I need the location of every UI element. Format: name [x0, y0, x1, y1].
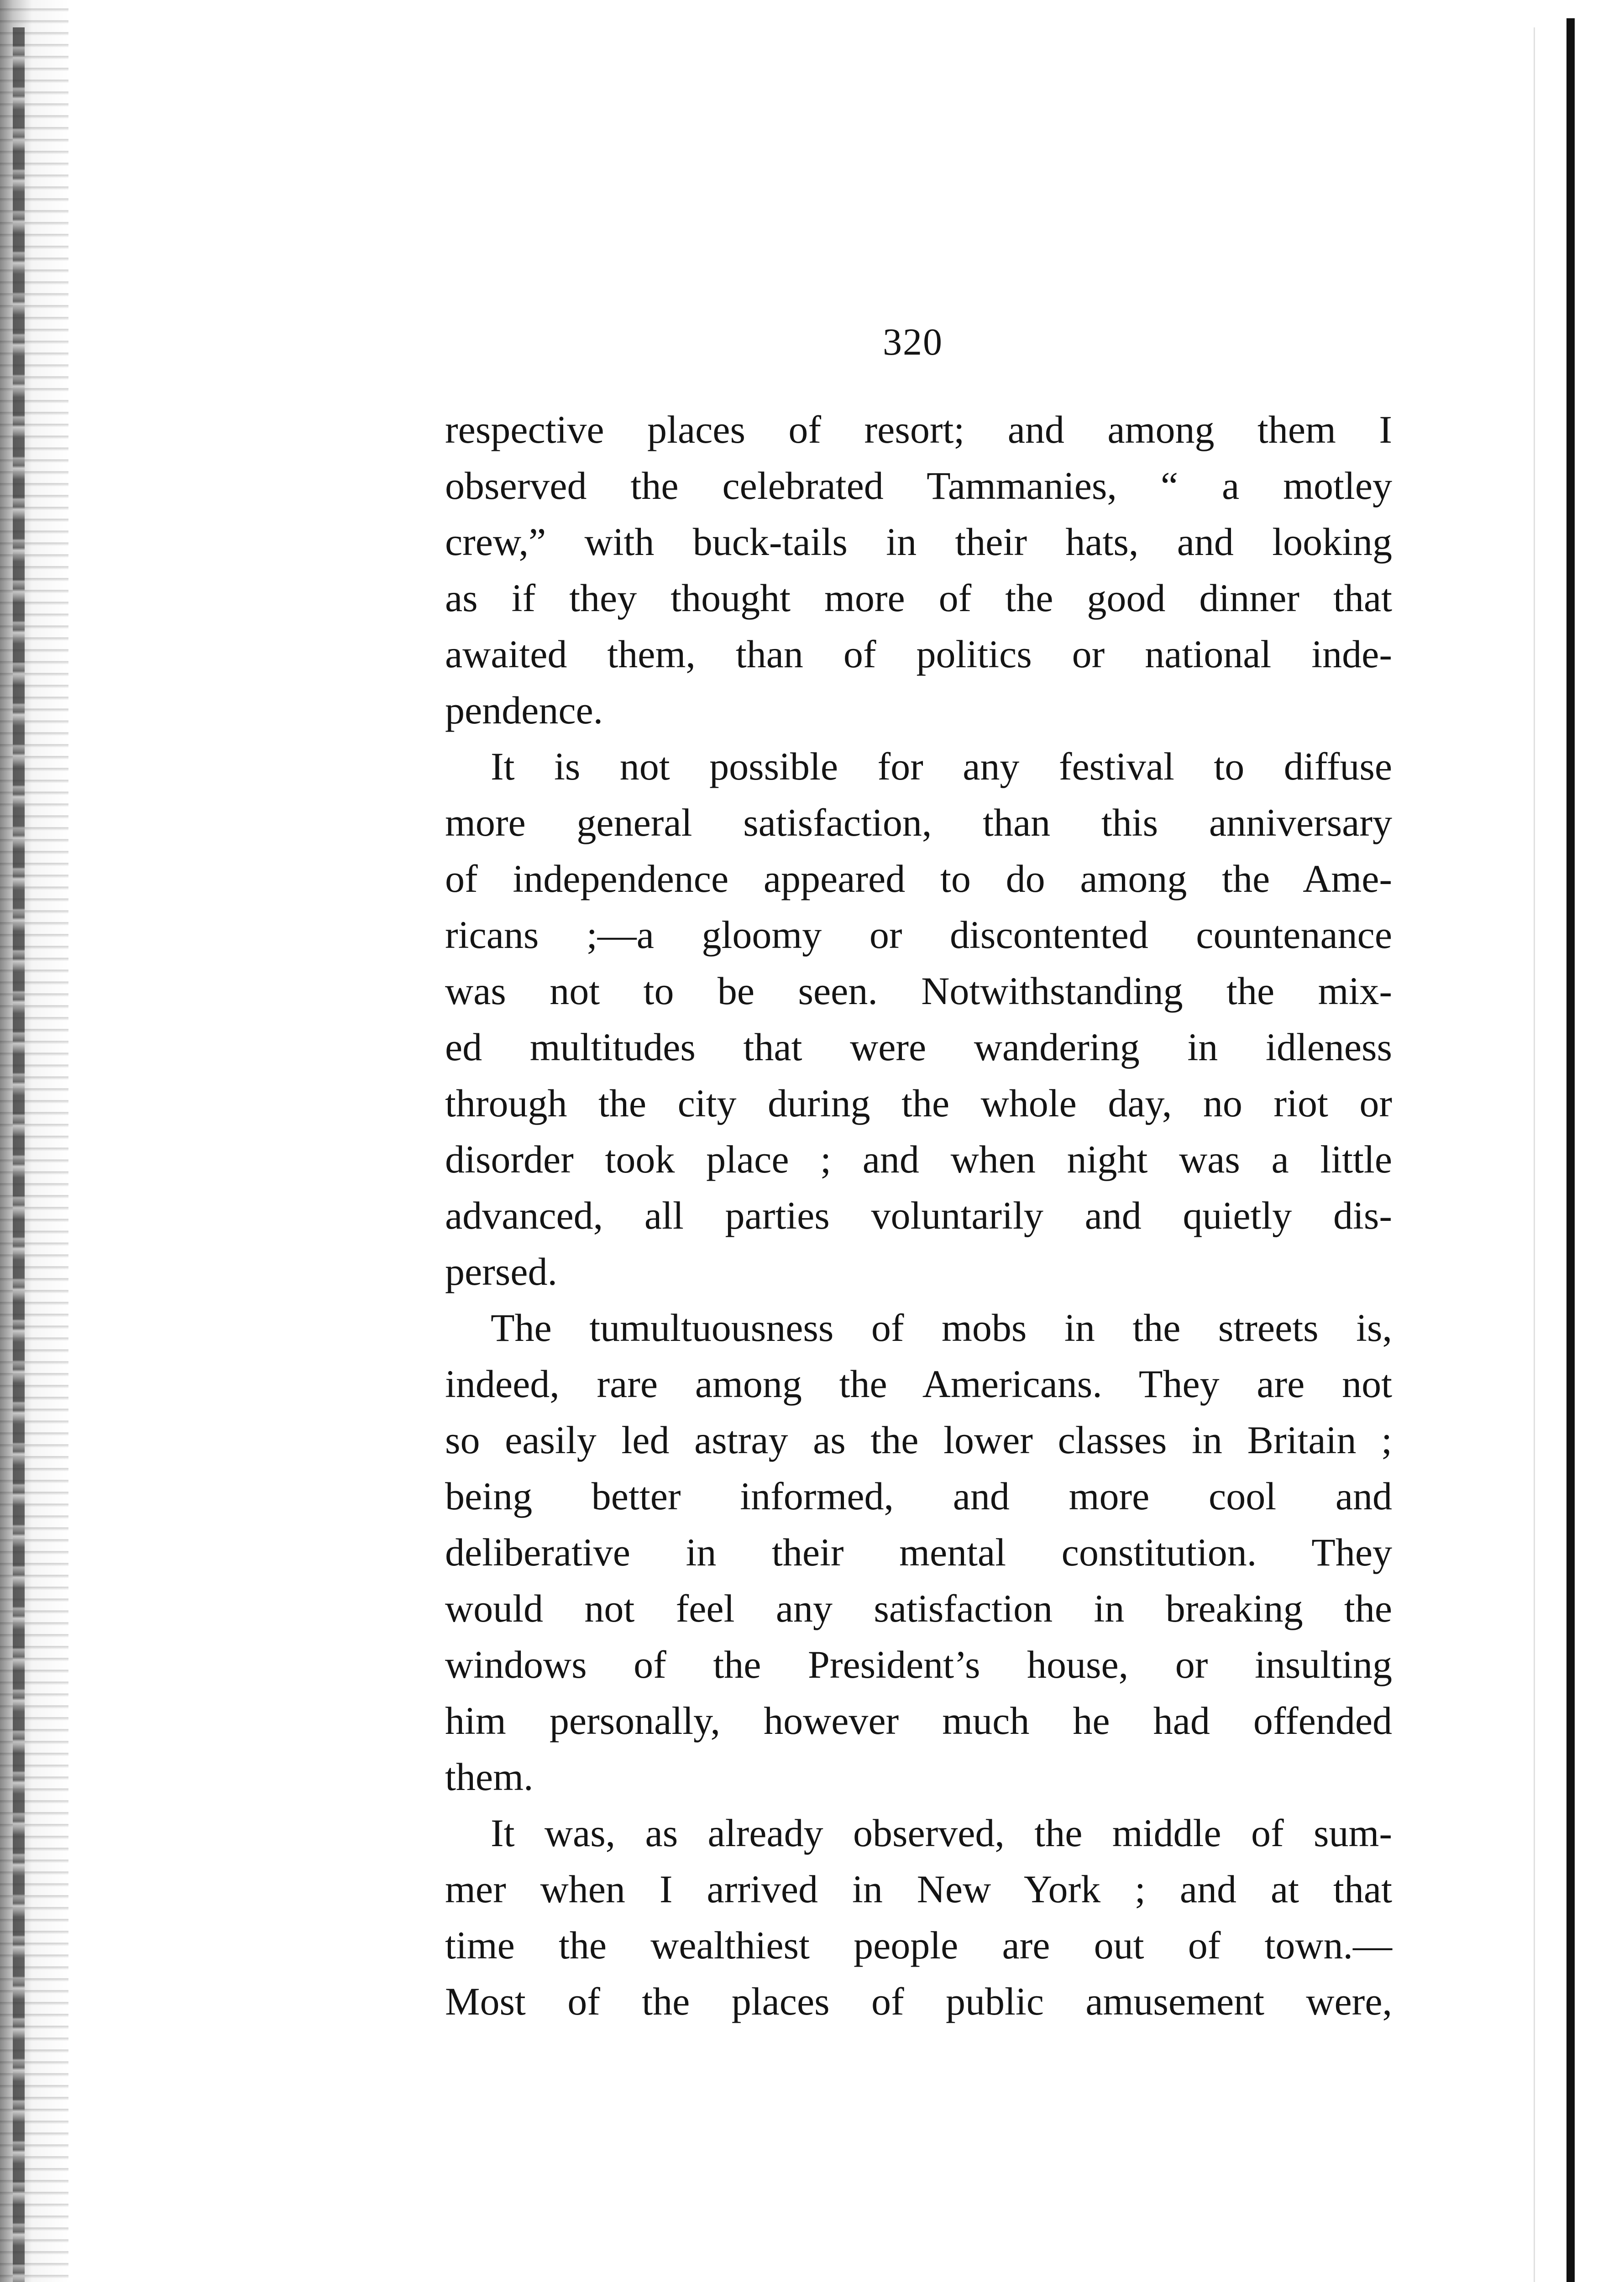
text-line: windows of the President’s house, or insulting — [445, 1643, 1392, 1686]
paragraph-4 — [445, 1805, 1392, 2030]
text-line: deliberative in their mental constitution. They — [445, 1530, 1392, 1574]
text-line: crew,” with buck-tails in their hats, and looking — [445, 520, 1392, 564]
scan-binding-edge — [0, 0, 68, 2282]
paragraph-1 — [445, 402, 1392, 738]
text-line: persed. — [445, 1250, 557, 1293]
scan-page-crease — [1534, 27, 1535, 2282]
text-line: time the wealthiest people are out of town.— — [445, 1923, 1392, 1967]
text-line: as if they thought more of the good dinner that — [445, 576, 1392, 620]
body-text — [445, 402, 1392, 2030]
text-line: Most of the places of public amusement were, — [445, 1979, 1392, 2023]
text-line: It is not possible for any festival to diffuse — [491, 744, 1392, 788]
text-line: indeed, rare among the Americans. They are not — [445, 1362, 1392, 1406]
text-line: of independence appeared to do among the Ame- — [445, 857, 1392, 900]
text-line: more general satisfaction, than this anniversary — [445, 801, 1392, 844]
scan-binding-shadow — [13, 27, 25, 2282]
text-line: so easily led astray as the lower classes in Britain ; — [445, 1418, 1392, 1462]
text-line: ed multitudes that were wandering in idleness — [445, 1025, 1392, 1069]
text-line: him personally, however much he had offended — [445, 1699, 1392, 1743]
paragraph-3 — [445, 1300, 1392, 1805]
paragraph-2 — [445, 738, 1392, 1300]
text-line: respective places of resort; and among them I — [445, 408, 1392, 451]
text-line: through the city during the whole day, no riot or — [445, 1081, 1392, 1125]
text-line: would not feel any satisfaction in breaking the — [445, 1586, 1392, 1630]
text-line: was not to be seen. Notwithstanding the mix- — [445, 969, 1392, 1013]
text-line: being better informed, and more cool and — [445, 1474, 1392, 1518]
text-line: ricans ;—a gloomy or discontented countenance — [445, 913, 1392, 957]
text-line: disorder took place ; and when night was a little — [445, 1137, 1392, 1181]
text-line: mer when I arrived in New York ; and at that — [445, 1867, 1392, 1911]
text-line: them. — [445, 1755, 534, 1799]
text-line: It was, as already observed, the middle of sum- — [491, 1811, 1392, 1855]
scan-page-edge — [1566, 18, 1575, 2282]
text-line: advanced, all parties voluntarily and quietly dis- — [445, 1193, 1392, 1237]
text-line: pendence. — [445, 688, 603, 732]
text-line: The tumultuousness of mobs in the streets is, — [491, 1306, 1392, 1350]
text-line: observed the celebrated Tammanies, “ a motley — [445, 464, 1392, 508]
text-line: awaited them, than of politics or national inde- — [445, 632, 1392, 676]
page-number: 320 — [883, 321, 943, 363]
